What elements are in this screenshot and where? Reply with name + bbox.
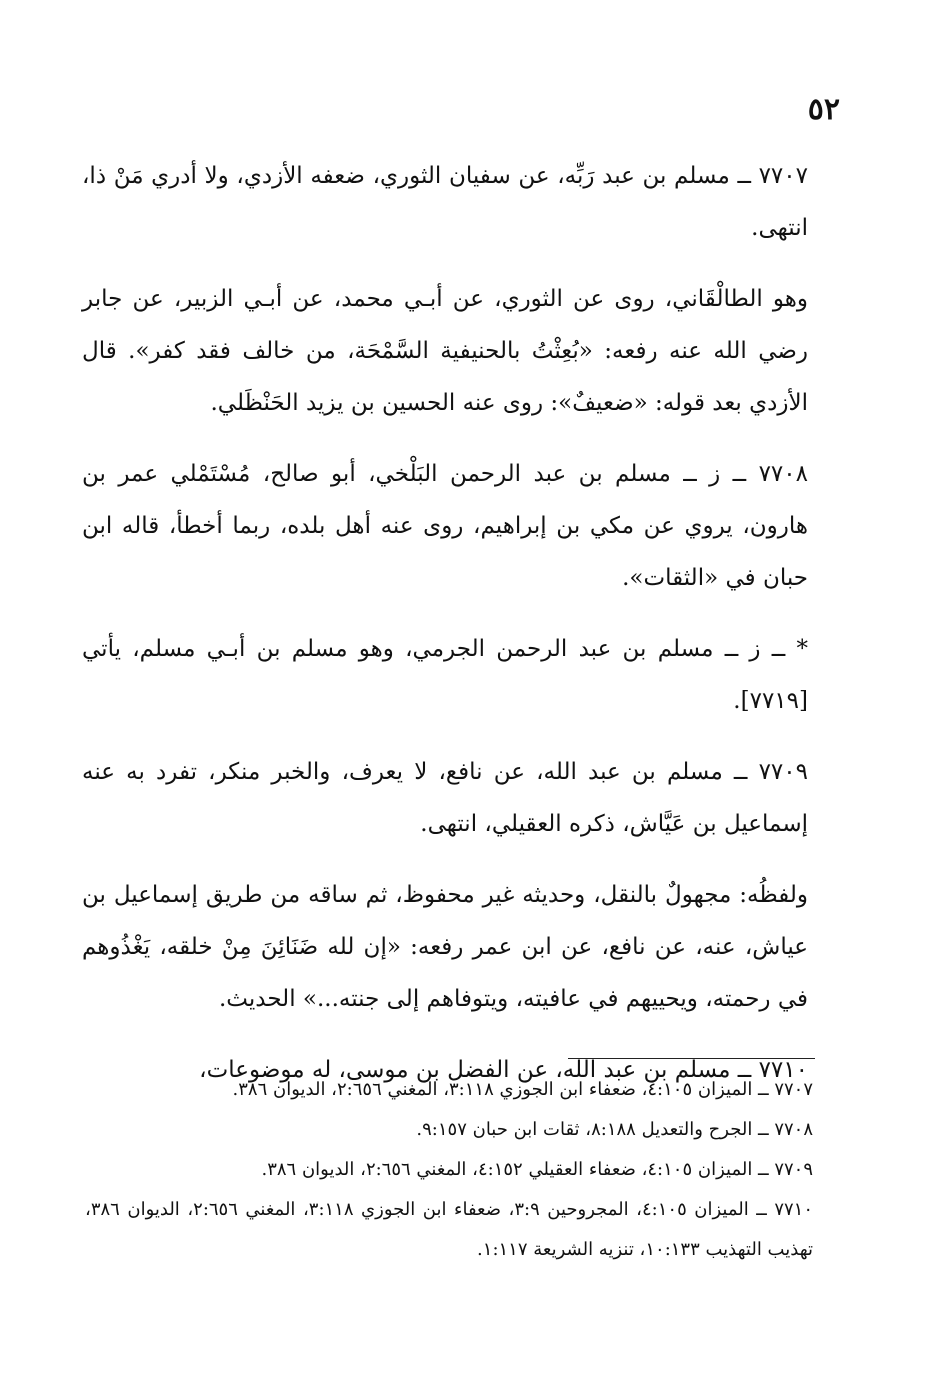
footnote-divider	[568, 1058, 815, 1059]
footnote-7710: ٧٧١٠ ــ الميزان ٤:١٠٥، المجروحين ٣:٩، ضعفاء ابن الجوزي ٣:١١٨، المغني ٢:٦٥٦، الديوان ٣٨٦، تهذيب التهذيب ١٠:١٣٣، تنزيه الشريعة ١:١١٧.	[85, 1199, 814, 1260]
entry-7710: ٧٧١٠ ــ مسلم بن عبد الله، عن الفضل بن موسى، له موضوعات،	[199, 1057, 808, 1083]
cross-reference-entry: * ــ ز ــ مسلم بن عبد الرحمن الجرمي، وهو مسلم بن أبـي مسلم، يأتي [٧٧١٩].	[82, 636, 808, 714]
entry-7707: ٧٧٠٧ ــ مسلم بن عبد رَبِّه، عن سفيان الثوري، ضعفه الأزدي، ولا أدري مَنْ ذا، انتهى.	[82, 163, 808, 241]
footnote-7707: ٧٧٠٧ ــ الميزان ٤:١٠٥، ضعفاء ابن الجوزي ٣:١١٨، المغني ٢:٦٥٦، الديوان ٣٨٦.	[232, 1079, 813, 1100]
footnote-7708: ٧٧٠٨ ــ الجرح والتعديل ٨:١٨٨، ثقات ابن حبان ٩:١٥٧.	[416, 1119, 813, 1140]
main-text	[82, 150, 808, 1115]
entry-7707-commentary: وهو الطالْقَاني، روى عن الثوري، عن أبـي محمد، عن أبـي الزبير، عن جابر رضي الله عنه رفعه: «بُعِثْتُ بالحنيفية السَّمْحَة، من خالف فقد كفر». قال الأزدي بعد قوله: «ضعيفٌ»: روى عنه الحسين بن يزيد الحَنْظَلي.	[82, 286, 808, 416]
footnotes	[85, 1070, 813, 1270]
entry-7708: ٧٧٠٨ ــ ز ــ مسلم بن عبد الرحمن البَلْخي، أبو صالح، مُسْتَمْلي عمر بن هارون، يروي عن مكي بن إبراهيم، روى عنه أهل بلده، ربما أخطأ، قاله ابن حبان في «الثقات».	[82, 461, 808, 591]
footnote-7709: ٧٧٠٩ ــ الميزان ٤:١٠٥، ضعفاء العقيلي ٤:١٥٢، المغني ٢:٦٥٦، الديوان ٣٨٦.	[261, 1159, 813, 1180]
entry-7709: ٧٧٠٩ ــ مسلم بن عبد الله، عن نافع، لا يعرف، والخبر منكر، تفرد به عنه إسماعيل بن عَيَّاش، ذكره العقيلي، انتهى.	[82, 759, 808, 837]
page-number: ٥٢	[807, 92, 840, 127]
entry-7709-commentary: ولفظُه: مجهولٌ بالنقل، وحديثه غير محفوظ، ثم ساقه من طريق إسماعيل بن عياش، عنه، عن نافع، عن ابن عمر رفعه: «إن لله ضَنَائِنَ مِنْ خلقه، يَغْذُوهم في رحمته، ويحييهم في عافيته، ويتوفاهم إلى جنته...» الحديث.	[82, 882, 808, 1012]
